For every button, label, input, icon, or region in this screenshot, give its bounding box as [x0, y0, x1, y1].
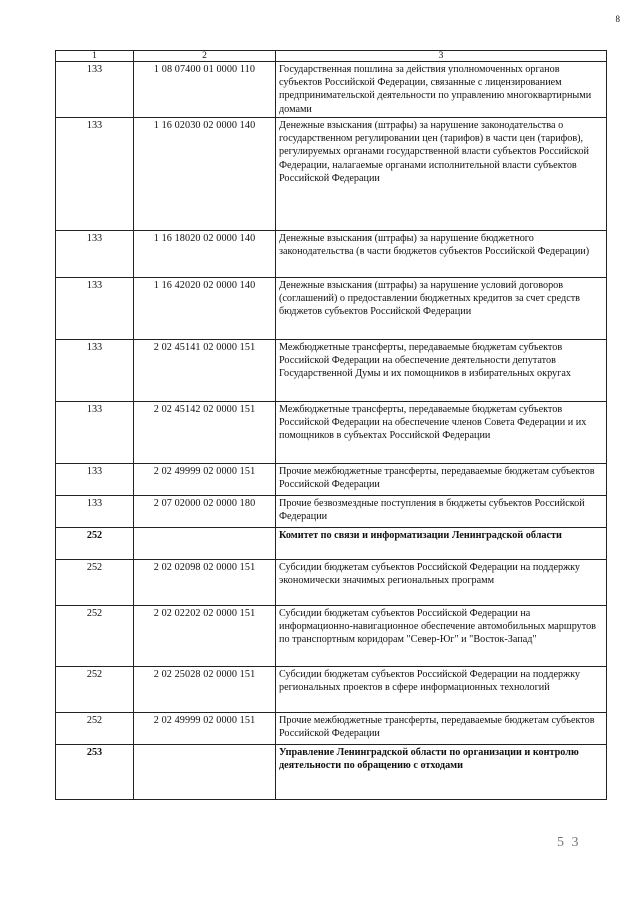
admin-code: 252	[56, 606, 134, 667]
table-row	[56, 231, 607, 278]
budget-classification-code	[134, 528, 276, 560]
income-description: Межбюджетные трансферты, передаваемые бюджетам субъектов Российской Федерации на обеспечение деятельности депутатов Государственной Думы и их помощников в избирательных округах	[276, 340, 607, 402]
budget-classification-code: 1 08 07400 01 0000 110	[134, 62, 276, 118]
header-col-3: 3	[276, 51, 607, 62]
budget-codes-table	[55, 50, 607, 800]
income-description: Государственная пошлина за действия уполномоченных органов субъектов Российской Федерации, связанные с лицензированием предпринимательской деятельности по управлению многоквартирными домами	[276, 62, 607, 118]
budget-classification-code: 2 02 02202 02 0000 151	[134, 606, 276, 667]
table-header-row	[56, 51, 607, 62]
admin-code: 133	[56, 496, 134, 528]
table-row	[56, 340, 607, 402]
table-row	[56, 464, 607, 496]
admin-code: 252	[56, 528, 134, 560]
admin-code: 133	[56, 464, 134, 496]
header-col-1: 1	[56, 51, 134, 62]
income-description: Денежные взыскания (штрафы) за нарушение бюджетного законодательства (в части бюджетов субъектов Российской Федерации)	[276, 231, 607, 278]
income-description: Денежные взыскания (штрафы) за нарушение условий договоров (соглашений) о предоставлении бюджетных кредитов за счет средств бюджетов субъектов Российской Федерации	[276, 278, 607, 340]
income-description: Субсидии бюджетам субъектов Российской Федерации на поддержку экономически значимых региональных программ	[276, 560, 607, 606]
administrator-name: Управление Ленинградской области по организации и контролю деятельности по обращению с отходами	[276, 745, 607, 800]
budget-classification-code: 2 02 02098 02 0000 151	[134, 560, 276, 606]
budget-classification-code: 2 02 45142 02 0000 151	[134, 402, 276, 464]
table-row	[56, 118, 607, 231]
income-description: Субсидии бюджетам субъектов Российской Федерации на поддержку региональных проектов в сфере информационных технологий	[276, 667, 607, 713]
admin-code: 133	[56, 62, 134, 118]
page-number: 8	[615, 14, 620, 24]
budget-classification-code: 2 02 45141 02 0000 151	[134, 340, 276, 402]
admin-code: 133	[56, 278, 134, 340]
table-row	[56, 402, 607, 464]
budget-classification-code: 2 07 02000 02 0000 180	[134, 496, 276, 528]
table-row	[56, 667, 607, 713]
table-row	[56, 606, 607, 667]
administrator-name: Комитет по связи и информатизации Ленинградской области	[276, 528, 607, 560]
table-row	[56, 713, 607, 745]
header-col-2: 2	[134, 51, 276, 62]
income-description: Прочие межбюджетные трансферты, передаваемые бюджетам субъектов Российской Федерации	[276, 464, 607, 496]
income-description: Прочие безвозмездные поступления в бюджеты субъектов Российской Федерации	[276, 496, 607, 528]
page-stamp-number: 5 3	[557, 835, 581, 850]
admin-code: 252	[56, 667, 134, 713]
table-row	[56, 62, 607, 118]
income-description: Субсидии бюджетам субъектов Российской Федерации на информационно-навигационное обеспечение автомобильных маршрутов по транспортным коридорам "Север-Юг" и "Восток-Запад"	[276, 606, 607, 667]
admin-code: 133	[56, 118, 134, 231]
table-row	[56, 745, 607, 800]
budget-classification-code	[134, 745, 276, 800]
income-description: Прочие межбюджетные трансферты, передаваемые бюджетам субъектов Российской Федерации	[276, 713, 607, 745]
admin-code: 252	[56, 560, 134, 606]
budget-classification-code: 1 16 02030 02 0000 140	[134, 118, 276, 231]
table-row	[56, 528, 607, 560]
budget-classification-code: 2 02 25028 02 0000 151	[134, 667, 276, 713]
budget-classification-code: 1 16 42020 02 0000 140	[134, 278, 276, 340]
admin-code: 253	[56, 745, 134, 800]
table-row	[56, 560, 607, 606]
admin-code: 252	[56, 713, 134, 745]
table-row	[56, 278, 607, 340]
budget-classification-code: 2 02 49999 02 0000 151	[134, 464, 276, 496]
budget-classification-code: 2 02 49999 02 0000 151	[134, 713, 276, 745]
income-description: Межбюджетные трансферты, передаваемые бюджетам субъектов Российской Федерации на обеспечение членов Совета Федерации и их помощников в субъектах Российской Федерации	[276, 402, 607, 464]
admin-code: 133	[56, 340, 134, 402]
table-row	[56, 496, 607, 528]
income-description: Денежные взыскания (штрафы) за нарушение законодательства о государственном регулировании цен (тарифов) в части цен (тарифов), регулируемых органами государственной власти субъектов Российской Федерации, налагаемые органами исполнительной власти субъектов Российской Федерации	[276, 118, 607, 231]
admin-code: 133	[56, 231, 134, 278]
admin-code: 133	[56, 402, 134, 464]
budget-classification-code: 1 16 18020 02 0000 140	[134, 231, 276, 278]
